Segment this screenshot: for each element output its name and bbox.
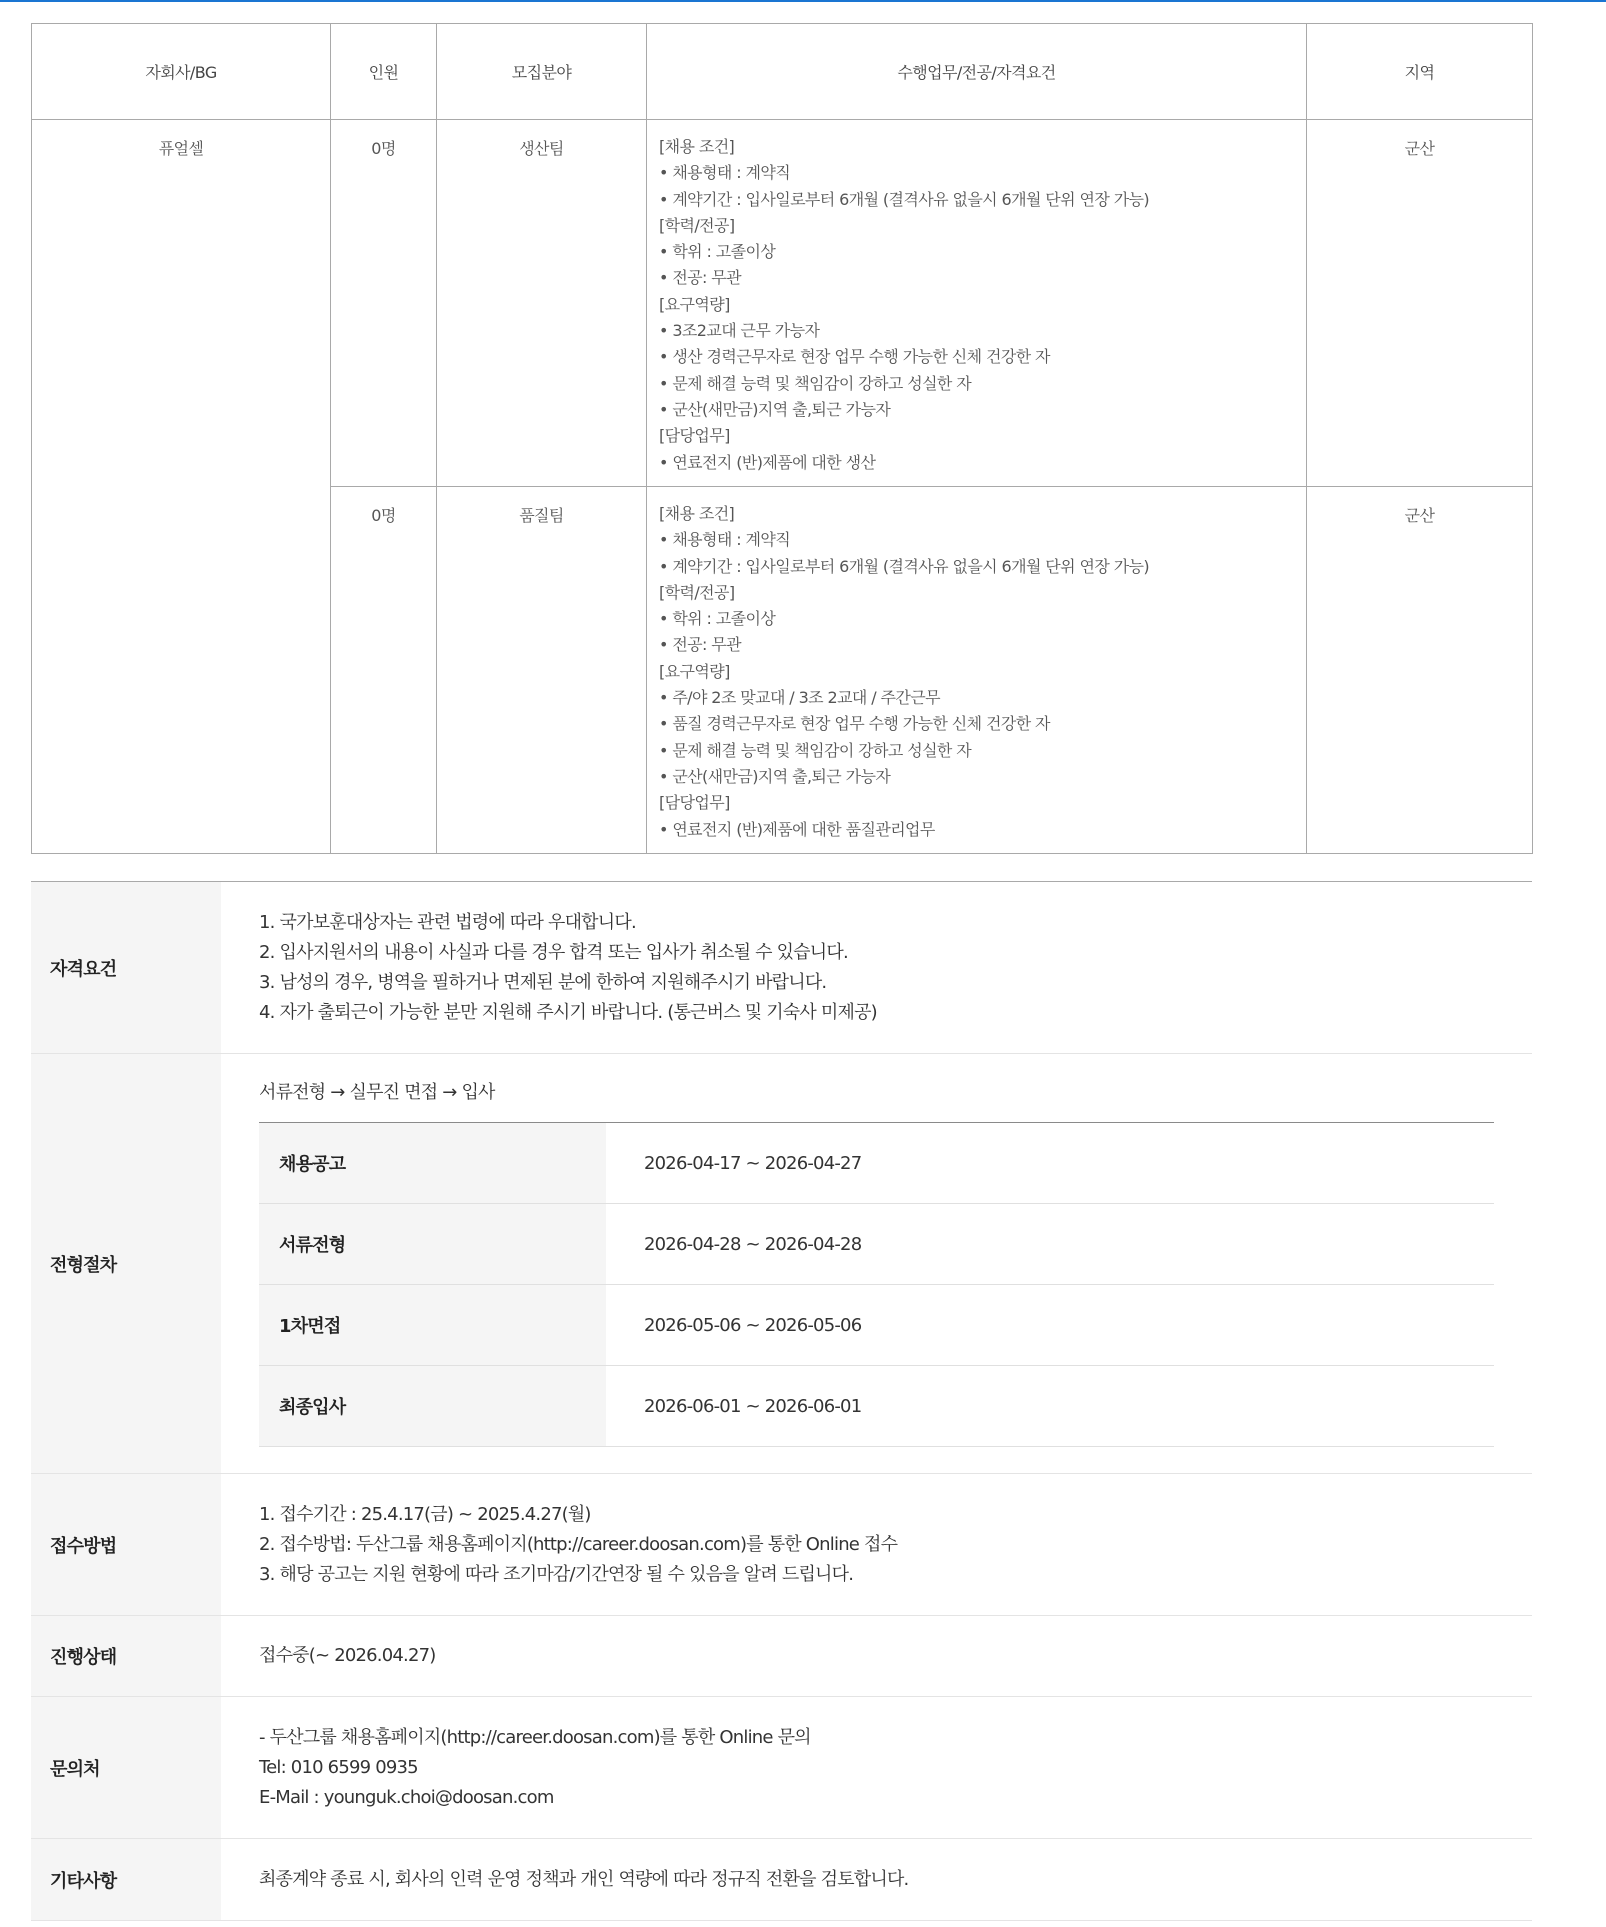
qualification-line: 2. 입사지원서의 내용이 사실과 다를 경우 합격 또는 입사가 취소될 수 있습니다. [259,941,848,963]
region-cell: 군산 [1307,120,1533,487]
duty-line: [채용 조건] [659,137,735,156]
qualifications-label: 자격요건 [31,882,221,1053]
process-content [221,1054,1532,1473]
status-row [31,1616,1532,1697]
duty-line: • 생산 경력근무자로 현장 업무 수행 가능한 신체 건강한 자 [659,347,1050,367]
process-step [259,1204,1494,1285]
duty-line: [요구역량] [659,661,730,681]
application-content [221,1474,1532,1615]
process-step [259,1285,1494,1366]
field-cell: 품질팀 [437,487,647,854]
duty-line: • 문제 해결 능력 및 책임감이 강하고 성실한 자 [659,373,972,393]
duty-line: [요구역량] [659,294,730,314]
etc-label: 기타사항 [31,1839,221,1920]
duty-line: • 품질 경력근무자로 현장 업무 수행 가능한 신체 건강한 자 [659,714,1050,734]
count-cell: 0명 [331,487,437,854]
header-count: 인원 [331,24,437,120]
step-name: 최종입사 [259,1366,606,1446]
process-step [259,1366,1494,1447]
duty-line: • 문제 해결 능력 및 책임감이 강하고 성실한 자 [659,740,972,760]
step-date: 2026-06-01 ~ 2026-06-01 [644,1395,862,1417]
duty-line: • 군산(새만금)지역 출,퇴근 가능자 [659,766,891,786]
duty-line: • 학위 : 고졸이상 [659,609,776,629]
step-name: 서류전형 [259,1204,606,1284]
table-header-row [32,24,1533,120]
duties-cell [647,120,1307,487]
application-line: 3. 해당 공고는 지원 현황에 따라 조기마감/기간연장 될 수 있음을 알려 드립니다. [259,1563,854,1585]
contact-content [221,1697,1532,1838]
application-line: 2. 접수방법: 두산그룹 채용홈페이지(http://career.doosan.com)를 통한 Online 접수 [259,1533,898,1555]
qualifications-row [31,882,1532,1054]
duty-line: • 주/야 2조 맞교대 / 3조 2교대 / 주간근무 [659,688,940,708]
contact-row [31,1697,1532,1839]
etc-value: 최종계약 종료 시, 회사의 인력 운영 정책과 개인 역량에 따라 정규직 전환을 검토합니다. [259,1868,909,1890]
job-table [31,23,1533,854]
process-flow: 서류전형 → 실무진 면접 → 입사 [259,1078,1494,1123]
step-name: 채용공고 [259,1123,606,1203]
status-value: 접수중(~ 2026.04.27) [259,1645,436,1666]
contact-line: Tel: 010 6599 0935 [259,1756,418,1778]
duty-line: • 군산(새만금)지역 출,퇴근 가능자 [659,399,891,419]
duty-line: • 연료전지 (반)제품에 대한 품질관리업무 [659,819,935,839]
qualifications-content [221,882,1532,1053]
status-label: 진행상태 [31,1616,221,1696]
step-date: 2026-04-28 ~ 2026-04-28 [644,1233,862,1255]
count-cell: 0명 [331,120,437,487]
qualification-line: 3. 남성의 경우, 병역을 필하거나 면제된 분에 한하여 지원해주시기 바랍니다. [259,971,827,993]
table-row [32,120,1533,487]
info-section [31,881,1532,1921]
qualification-line: 4. 자가 출퇴근이 가능한 분만 지원해 주시기 바랍니다. (통근버스 및 기숙사 미제공) [259,1001,877,1023]
header-field: 모집분야 [437,24,647,120]
duty-line: • 전공: 무관 [659,635,742,655]
header-company: 자회사/BG [32,24,331,120]
duties-cell [647,487,1307,854]
step-date: 2026-05-06 ~ 2026-05-06 [644,1314,862,1336]
process-row [31,1054,1532,1474]
duty-line: • 계약기간 : 입사일로부터 6개월 (결격사유 없을시 6개월 단위 연장 가능) [659,189,1150,209]
duty-line: • 3조2교대 근무 가능자 [659,321,820,341]
duty-line: • 계약기간 : 입사일로부터 6개월 (결격사유 없을시 6개월 단위 연장 가능) [659,556,1150,576]
contact-label: 문의처 [31,1697,221,1838]
duty-line: [학력/전공] [659,582,735,602]
top-accent-line [0,0,1606,2]
duty-line: [채용 조건] [659,504,735,523]
step-date: 2026-04-17 ~ 2026-04-27 [644,1152,862,1174]
duty-line: • 채용형태 : 계약직 [659,163,791,183]
application-line: 1. 접수기간 : 25.4.17(금) ~ 2025.4.27(월) [259,1503,591,1525]
etc-content [221,1839,1532,1920]
contact-line: E-Mail : younguk.choi@doosan.com [259,1786,554,1808]
contact-line: - 두산그룹 채용홈페이지(http://career.doosan.com)를 통한 Online 문의 [259,1726,811,1748]
duty-line: [학력/전공] [659,215,735,235]
duty-line: [담당업무] [659,793,730,813]
duty-line: • 전공: 무관 [659,268,742,288]
status-content [221,1616,1532,1696]
header-region: 지역 [1307,24,1533,120]
region-cell: 군산 [1307,487,1533,854]
process-step [259,1123,1494,1204]
field-cell: 생산팀 [437,120,647,487]
step-name: 1차면접 [259,1285,606,1365]
application-label: 접수방법 [31,1474,221,1615]
duty-line: [담당업무] [659,426,730,446]
application-row [31,1474,1532,1616]
duty-line: • 학위 : 고졸이상 [659,242,776,262]
etc-row [31,1839,1532,1921]
process-label: 전형절차 [31,1054,221,1473]
company-cell: 퓨얼셀 [32,120,331,854]
header-duties: 수행업무/전공/자격요건 [647,24,1307,120]
duty-line: • 채용형태 : 계약직 [659,530,791,550]
qualification-line: 1. 국가보훈대상자는 관련 법령에 따라 우대합니다. [259,911,636,933]
duty-line: • 연료전지 (반)제품에 대한 생산 [659,452,876,472]
